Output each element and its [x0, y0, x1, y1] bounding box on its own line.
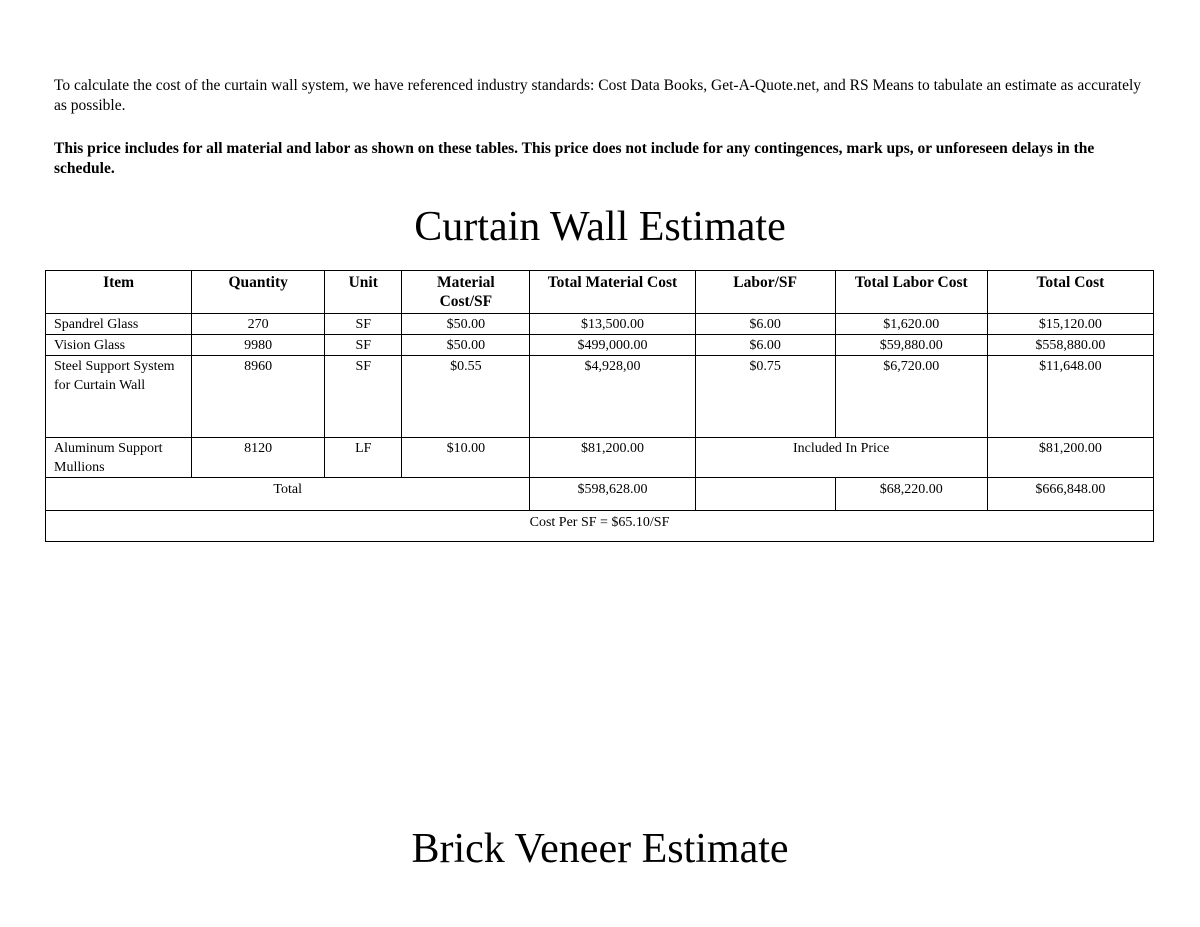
cell-material-cost: $50.00 — [402, 335, 530, 356]
header-total-labor-cost: Total Labor Cost — [835, 271, 987, 314]
curtain-wall-table — [45, 270, 1154, 542]
cell-total-cost: $558,880.00 — [987, 335, 1153, 356]
cell-total-labor: $1,620.00 — [835, 314, 987, 335]
table-row — [46, 438, 1154, 478]
total-cost: $666,848.00 — [987, 478, 1153, 511]
cell-total-material: $4,928,00 — [530, 356, 695, 438]
price-note: This price includes for all material and labor as shown on these tables. This price does not include for any contingences, mark ups, or unforeseen delays in the schedule. — [54, 140, 1095, 177]
header-labor-sf: Labor/SF — [695, 271, 835, 314]
cell-quantity: 8120 — [192, 438, 325, 478]
cell-labor: $0.75 — [695, 356, 835, 438]
cell-unit: SF — [325, 314, 402, 335]
header-row — [46, 271, 1154, 314]
header-total-material-cost: Total Material Cost — [530, 271, 695, 314]
cell-total-material: $13,500.00 — [530, 314, 695, 335]
cell-labor: $6.00 — [695, 314, 835, 335]
cell-total-cost: $11,648.00 — [987, 356, 1153, 438]
total-labor: $68,220.00 — [835, 478, 987, 511]
cell-material-cost: $0.55 — [402, 356, 530, 438]
cell-labor: $6.00 — [695, 335, 835, 356]
header-quantity: Quantity — [192, 271, 325, 314]
cell-unit: SF — [325, 335, 402, 356]
cell-quantity: 8960 — [192, 356, 325, 438]
cell-unit: SF — [325, 356, 402, 438]
cell-total-cost: $81,200.00 — [987, 438, 1153, 478]
cell-total-labor: $59,880.00 — [835, 335, 987, 356]
cell-unit: LF — [325, 438, 402, 478]
curtain-wall-title: Curtain Wall Estimate — [414, 204, 786, 250]
intro-paragraph: To calculate the cost of the curtain wall system, we have referenced industry standards: Cost Data Books, Get-A-Quote.net, and RS Means to tabulate an estimate as accurately as possible. — [54, 77, 1142, 114]
cell-quantity: 270 — [192, 314, 325, 335]
cell-labor-included: Included In Price — [695, 438, 987, 478]
cell-material-cost: $10.00 — [402, 438, 530, 478]
header-item: Item — [46, 271, 192, 314]
cell-total-material: $81,200.00 — [530, 438, 695, 478]
total-row — [46, 478, 1154, 511]
cell-total-cost: $15,120.00 — [987, 314, 1153, 335]
header-material-cost-sf: Material Cost/SF — [402, 271, 530, 314]
cell-item: Vision Glass — [46, 335, 192, 356]
brick-veneer-title: Brick Veneer Estimate — [411, 826, 789, 872]
total-labor-blank — [695, 478, 835, 511]
cell-total-labor: $6,720.00 — [835, 356, 987, 438]
table-row — [46, 335, 1154, 356]
cell-material-cost: $50.00 — [402, 314, 530, 335]
cell-quantity: 9980 — [192, 335, 325, 356]
cost-per-sf-row — [46, 511, 1154, 542]
cost-per-sf: Cost Per SF = $65.10/SF — [46, 511, 1154, 542]
table-row — [46, 356, 1154, 438]
table-row — [46, 314, 1154, 335]
cell-item: Aluminum Support Mullions — [46, 438, 192, 478]
total-material: $598,628.00 — [530, 478, 695, 511]
header-total-cost: Total Cost — [987, 271, 1153, 314]
header-unit: Unit — [325, 271, 402, 314]
total-label: Total — [46, 478, 530, 511]
cell-item: Steel Support System for Curtain Wall — [46, 356, 192, 438]
cell-total-material: $499,000.00 — [530, 335, 695, 356]
cell-item: Spandrel Glass — [46, 314, 192, 335]
